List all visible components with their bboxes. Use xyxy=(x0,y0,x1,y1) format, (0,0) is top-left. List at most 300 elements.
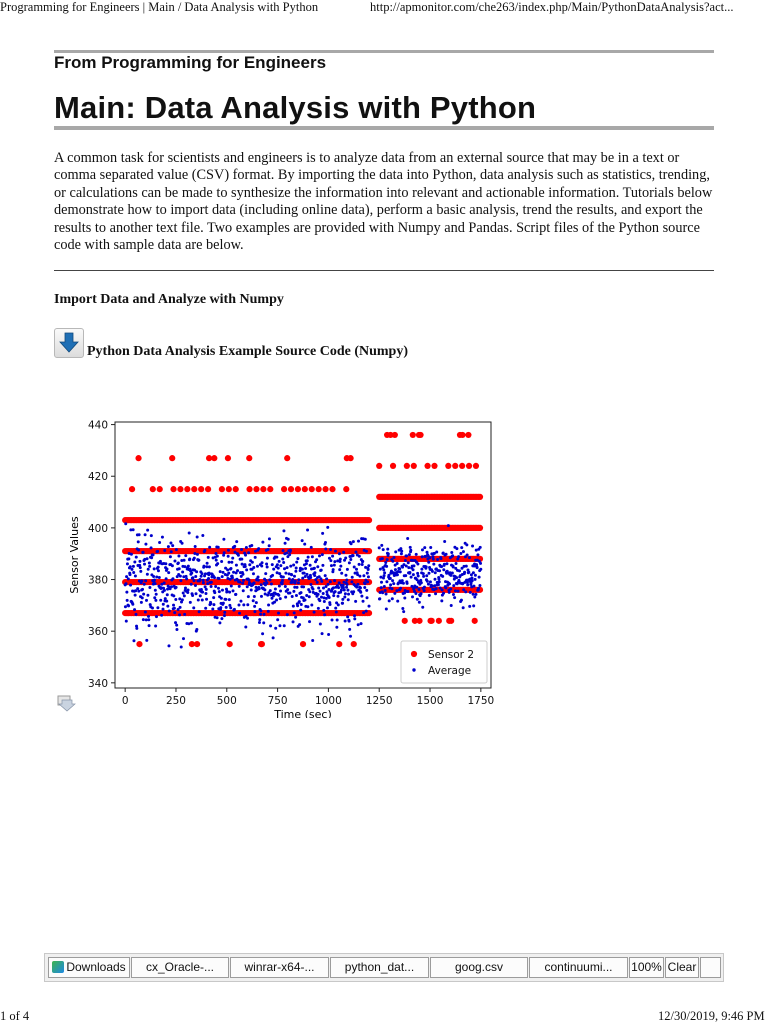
average-point xyxy=(431,584,434,587)
average-point xyxy=(299,609,302,612)
sensor2-point xyxy=(191,486,197,492)
average-point xyxy=(452,593,455,596)
average-point xyxy=(359,586,362,589)
sensor2-point xyxy=(424,463,430,469)
average-point xyxy=(338,581,341,584)
average-point xyxy=(307,556,310,559)
average-point xyxy=(399,570,402,573)
average-point xyxy=(466,553,469,556)
average-point xyxy=(191,576,194,579)
download-item-python-data[interactable]: python_dat... xyxy=(330,957,429,978)
average-point xyxy=(402,582,405,585)
sensor2-point xyxy=(177,486,183,492)
clear-button[interactable]: Clear xyxy=(665,957,699,978)
average-point xyxy=(380,544,383,547)
download-item-goog-csv[interactable]: goog.csv xyxy=(430,957,528,978)
average-point xyxy=(319,623,322,626)
average-point xyxy=(260,595,263,598)
download-arrow-icon[interactable] xyxy=(54,328,84,358)
average-point xyxy=(478,584,481,587)
average-point xyxy=(244,565,247,568)
average-point xyxy=(134,613,137,616)
average-point xyxy=(340,589,343,592)
average-point xyxy=(163,589,166,592)
average-point xyxy=(242,579,245,582)
average-point xyxy=(282,561,285,564)
average-point xyxy=(261,561,264,564)
average-point xyxy=(450,551,453,554)
average-point xyxy=(335,626,338,629)
average-point xyxy=(235,564,238,567)
average-point xyxy=(155,575,158,578)
average-point xyxy=(126,562,129,565)
average-point xyxy=(348,628,351,631)
average-point xyxy=(354,600,357,603)
average-point xyxy=(187,565,190,568)
average-point xyxy=(146,529,149,532)
average-point xyxy=(232,571,235,574)
average-point xyxy=(445,562,448,565)
average-point xyxy=(423,546,426,549)
average-point xyxy=(472,593,475,596)
average-point xyxy=(167,644,170,647)
average-point xyxy=(385,580,388,583)
average-point xyxy=(246,617,249,620)
average-point xyxy=(257,579,260,582)
sensor2-point xyxy=(284,455,290,461)
page-number: 1 of 4 xyxy=(0,1009,30,1023)
average-point xyxy=(233,608,236,611)
average-point xyxy=(407,561,410,564)
average-point xyxy=(391,560,394,563)
average-point xyxy=(228,591,231,594)
sensor2-point xyxy=(169,455,175,461)
average-point xyxy=(282,576,285,579)
average-point xyxy=(271,563,274,566)
average-point xyxy=(226,568,229,571)
average-point xyxy=(379,568,382,571)
average-point xyxy=(256,565,259,568)
average-point xyxy=(437,583,440,586)
average-point xyxy=(167,571,170,574)
average-point xyxy=(311,588,314,591)
average-point xyxy=(134,594,137,597)
average-point xyxy=(334,607,337,610)
average-point xyxy=(332,568,335,571)
average-point xyxy=(126,599,129,602)
average-point xyxy=(228,561,231,564)
average-point xyxy=(335,611,338,614)
average-point xyxy=(479,568,482,571)
average-point xyxy=(230,567,233,570)
average-point xyxy=(472,585,475,588)
average-point xyxy=(173,611,176,614)
y-tick-label: 400 xyxy=(87,522,108,535)
average-point xyxy=(344,592,347,595)
average-point xyxy=(396,562,399,565)
sensor2-point xyxy=(459,432,465,438)
sensor2-point xyxy=(246,486,252,492)
average-point xyxy=(411,595,414,598)
average-point xyxy=(268,544,271,547)
average-point xyxy=(145,599,148,602)
average-point xyxy=(303,572,306,575)
average-point xyxy=(132,639,135,642)
average-point xyxy=(202,579,205,582)
average-point xyxy=(193,552,196,555)
average-point xyxy=(265,562,268,565)
sensor2-point xyxy=(410,432,416,438)
average-point xyxy=(442,592,445,595)
average-point xyxy=(253,610,256,613)
x-tick-label: 0 xyxy=(121,695,129,707)
source-code-download-link[interactable]: Python Data Analysis Example Source Code (Numpy) xyxy=(87,344,408,359)
average-point xyxy=(207,556,210,559)
sensor2-point xyxy=(150,486,156,492)
average-point xyxy=(352,590,355,593)
download-item-continuum[interactable]: continuumi... xyxy=(529,957,628,978)
average-point xyxy=(426,551,429,554)
average-point xyxy=(179,575,182,578)
average-point xyxy=(329,580,332,583)
average-point xyxy=(469,591,472,594)
x-tick-label: 1000 xyxy=(315,695,342,707)
average-point xyxy=(422,572,425,575)
average-point xyxy=(328,596,331,599)
average-point xyxy=(347,593,350,596)
average-point xyxy=(406,590,409,593)
average-point xyxy=(409,549,412,552)
average-point xyxy=(332,594,335,597)
average-point xyxy=(246,603,249,606)
average-point xyxy=(245,568,248,571)
average-point xyxy=(244,625,247,628)
average-point xyxy=(141,596,144,599)
average-point xyxy=(271,574,274,577)
average-point xyxy=(416,563,419,566)
x-tick-label: 250 xyxy=(165,695,186,707)
average-point xyxy=(204,592,207,595)
average-point xyxy=(204,607,207,610)
average-point xyxy=(260,583,263,586)
average-point xyxy=(267,603,270,606)
average-point xyxy=(169,555,172,558)
average-point xyxy=(251,561,254,564)
average-point xyxy=(365,589,368,592)
average-point xyxy=(291,595,294,598)
average-point xyxy=(346,568,349,571)
average-point xyxy=(158,541,161,544)
average-point xyxy=(218,577,221,580)
average-point xyxy=(227,555,230,558)
average-point xyxy=(127,604,130,607)
average-point xyxy=(276,563,279,566)
average-point xyxy=(161,536,164,539)
average-point xyxy=(395,589,398,592)
average-point xyxy=(399,587,402,590)
average-point xyxy=(378,546,381,549)
average-point xyxy=(267,548,270,551)
downloads-button[interactable] xyxy=(48,957,130,978)
average-point xyxy=(349,635,352,638)
sensor2-point xyxy=(366,517,372,523)
average-point xyxy=(431,555,434,558)
average-point xyxy=(301,577,304,580)
average-point xyxy=(138,560,141,563)
average-point xyxy=(190,572,193,575)
average-point xyxy=(412,568,415,571)
y-tick-label: 340 xyxy=(87,677,108,690)
average-point xyxy=(288,591,291,594)
average-point xyxy=(150,556,153,559)
average-point xyxy=(265,581,268,584)
average-point xyxy=(412,564,415,567)
average-point xyxy=(193,557,196,560)
average-point xyxy=(421,606,424,609)
average-point xyxy=(457,555,460,558)
average-point xyxy=(237,554,240,557)
average-point xyxy=(184,554,187,557)
average-point xyxy=(415,553,418,556)
average-point xyxy=(451,554,454,557)
average-point xyxy=(135,627,138,630)
average-point xyxy=(421,548,424,551)
average-point xyxy=(125,582,128,585)
average-point xyxy=(140,601,143,604)
average-point xyxy=(205,565,208,568)
average-point xyxy=(457,590,460,593)
average-point xyxy=(183,565,186,568)
average-point xyxy=(235,540,238,543)
average-point xyxy=(409,546,412,549)
y-tick-label: 360 xyxy=(87,626,108,639)
sensor2-point xyxy=(348,455,354,461)
average-point xyxy=(264,592,267,595)
average-point xyxy=(201,599,204,602)
average-point xyxy=(155,615,158,618)
average-point xyxy=(274,588,277,591)
average-point xyxy=(442,568,445,571)
average-point xyxy=(462,606,465,609)
average-point xyxy=(195,592,198,595)
average-point xyxy=(310,603,313,606)
average-point xyxy=(168,609,171,612)
average-point xyxy=(468,556,471,559)
section-divider xyxy=(54,270,714,271)
average-point xyxy=(320,596,323,599)
average-point xyxy=(348,620,351,623)
average-point xyxy=(400,552,403,555)
average-point xyxy=(182,592,185,595)
average-point xyxy=(167,545,170,548)
average-point xyxy=(250,544,253,547)
average-point xyxy=(146,557,149,560)
average-point xyxy=(147,568,150,571)
taskbar-extra-button[interactable] xyxy=(700,957,721,978)
average-point xyxy=(277,594,280,597)
breadcrumb[interactable]: From Programming for Engineers xyxy=(54,53,327,72)
average-point xyxy=(189,601,192,604)
average-point xyxy=(429,580,432,583)
average-point xyxy=(313,567,316,570)
sensor2-point xyxy=(465,432,471,438)
average-point xyxy=(309,564,312,567)
average-point xyxy=(383,571,386,574)
average-point xyxy=(317,587,320,590)
average-point xyxy=(156,550,159,553)
average-point xyxy=(187,589,190,592)
x-axis-label: Time (sec) xyxy=(274,708,332,718)
average-point xyxy=(266,557,269,560)
average-point xyxy=(438,569,441,572)
average-point xyxy=(338,552,341,555)
average-point xyxy=(148,562,151,565)
average-point xyxy=(132,571,135,574)
average-point xyxy=(367,564,370,567)
average-point xyxy=(306,559,309,562)
average-point xyxy=(360,595,363,598)
average-point xyxy=(453,596,456,599)
average-point xyxy=(392,582,395,585)
average-point xyxy=(144,533,147,536)
average-point xyxy=(232,589,235,592)
average-point xyxy=(391,587,394,590)
average-point xyxy=(351,576,354,579)
average-point xyxy=(258,621,261,624)
average-point xyxy=(343,589,346,592)
average-point xyxy=(182,637,185,640)
average-point xyxy=(332,586,335,589)
average-point xyxy=(208,572,211,575)
average-point xyxy=(202,565,205,568)
average-point xyxy=(386,548,389,551)
average-point xyxy=(463,571,466,574)
average-point xyxy=(428,572,431,575)
average-point xyxy=(268,578,271,581)
average-point xyxy=(241,582,244,585)
average-point xyxy=(416,572,419,575)
average-point xyxy=(210,581,213,584)
average-point xyxy=(195,628,198,631)
average-point xyxy=(147,615,150,618)
average-point xyxy=(129,584,132,587)
average-point xyxy=(252,566,255,569)
average-point xyxy=(206,562,209,565)
average-point xyxy=(466,583,469,586)
average-point xyxy=(212,603,215,606)
average-point xyxy=(171,544,174,547)
download-item-winrar[interactable]: winrar-x64-... xyxy=(230,957,329,978)
average-point xyxy=(151,606,154,609)
download-item-cx-oracle[interactable]: cx_Oracle-... xyxy=(131,957,229,978)
average-point xyxy=(401,579,404,582)
average-point xyxy=(353,566,356,569)
average-point xyxy=(201,534,204,537)
average-point xyxy=(308,620,311,623)
average-point xyxy=(418,601,421,604)
average-point xyxy=(250,588,253,591)
average-point xyxy=(458,569,461,572)
average-point xyxy=(242,603,245,606)
average-point xyxy=(320,580,323,583)
intro-paragraph: A common task for scientists and engineers is to analyze data from an external source that may be in a text or comma separated value (CSV) format. By importing the data into Python, data analysis such as statistics, trending, or calculations can be made to synthesize the information into relevant and actionable information. Tutorials below demonstrate how to import data (including online data), perform a basic analysis, trend the results, and export the results to another text file. Two examples are provided with Numpy and Pandas. Script files of the Python source code with sample data are below. xyxy=(54,150,713,254)
average-point xyxy=(153,578,156,581)
average-point xyxy=(333,560,336,563)
sensor2-point xyxy=(329,486,335,492)
sensor2-point xyxy=(157,486,163,492)
average-point xyxy=(405,565,408,568)
average-point xyxy=(404,559,407,562)
average-point xyxy=(394,550,397,553)
average-point xyxy=(269,589,272,592)
average-point xyxy=(334,550,337,553)
average-point xyxy=(331,618,334,621)
legend-marker xyxy=(411,651,417,657)
average-point xyxy=(252,572,255,575)
average-point xyxy=(231,576,234,579)
average-point xyxy=(295,567,298,570)
average-point xyxy=(367,575,370,578)
average-point xyxy=(288,553,291,556)
average-point xyxy=(184,586,187,589)
sensor2-point xyxy=(253,486,259,492)
average-point xyxy=(194,545,197,548)
average-point xyxy=(319,577,322,580)
average-point xyxy=(166,605,169,608)
average-point xyxy=(303,599,306,602)
average-point xyxy=(403,596,406,599)
average-point xyxy=(211,608,214,611)
average-point xyxy=(448,582,451,585)
average-point xyxy=(329,548,332,551)
average-point xyxy=(154,599,157,602)
average-point xyxy=(435,587,438,590)
average-point xyxy=(302,585,305,588)
average-point xyxy=(309,583,312,586)
average-point xyxy=(324,547,327,550)
average-point xyxy=(130,553,133,556)
average-point xyxy=(213,591,216,594)
average-point xyxy=(421,555,424,558)
average-point xyxy=(144,543,147,546)
sensor2-point xyxy=(351,641,357,647)
average-point xyxy=(327,583,330,586)
download-file-icon[interactable] xyxy=(56,694,76,712)
average-point xyxy=(191,594,194,597)
average-point xyxy=(225,606,228,609)
average-point xyxy=(171,564,174,567)
average-point xyxy=(428,594,431,597)
average-point xyxy=(153,567,156,570)
average-point xyxy=(245,546,248,549)
average-point xyxy=(143,583,146,586)
average-point xyxy=(298,623,301,626)
zoom-level-button[interactable]: 100% xyxy=(629,957,664,978)
average-point xyxy=(180,645,183,648)
average-point xyxy=(385,607,388,610)
legend-label: Sensor 2 xyxy=(428,649,475,661)
average-point xyxy=(447,524,450,527)
average-point xyxy=(382,548,385,551)
average-point xyxy=(222,571,225,574)
average-point xyxy=(308,595,311,598)
average-point xyxy=(214,552,217,555)
average-point xyxy=(145,618,148,621)
average-point xyxy=(476,553,479,556)
sensor2-point xyxy=(404,463,410,469)
average-point xyxy=(346,583,349,586)
average-point xyxy=(294,616,297,619)
